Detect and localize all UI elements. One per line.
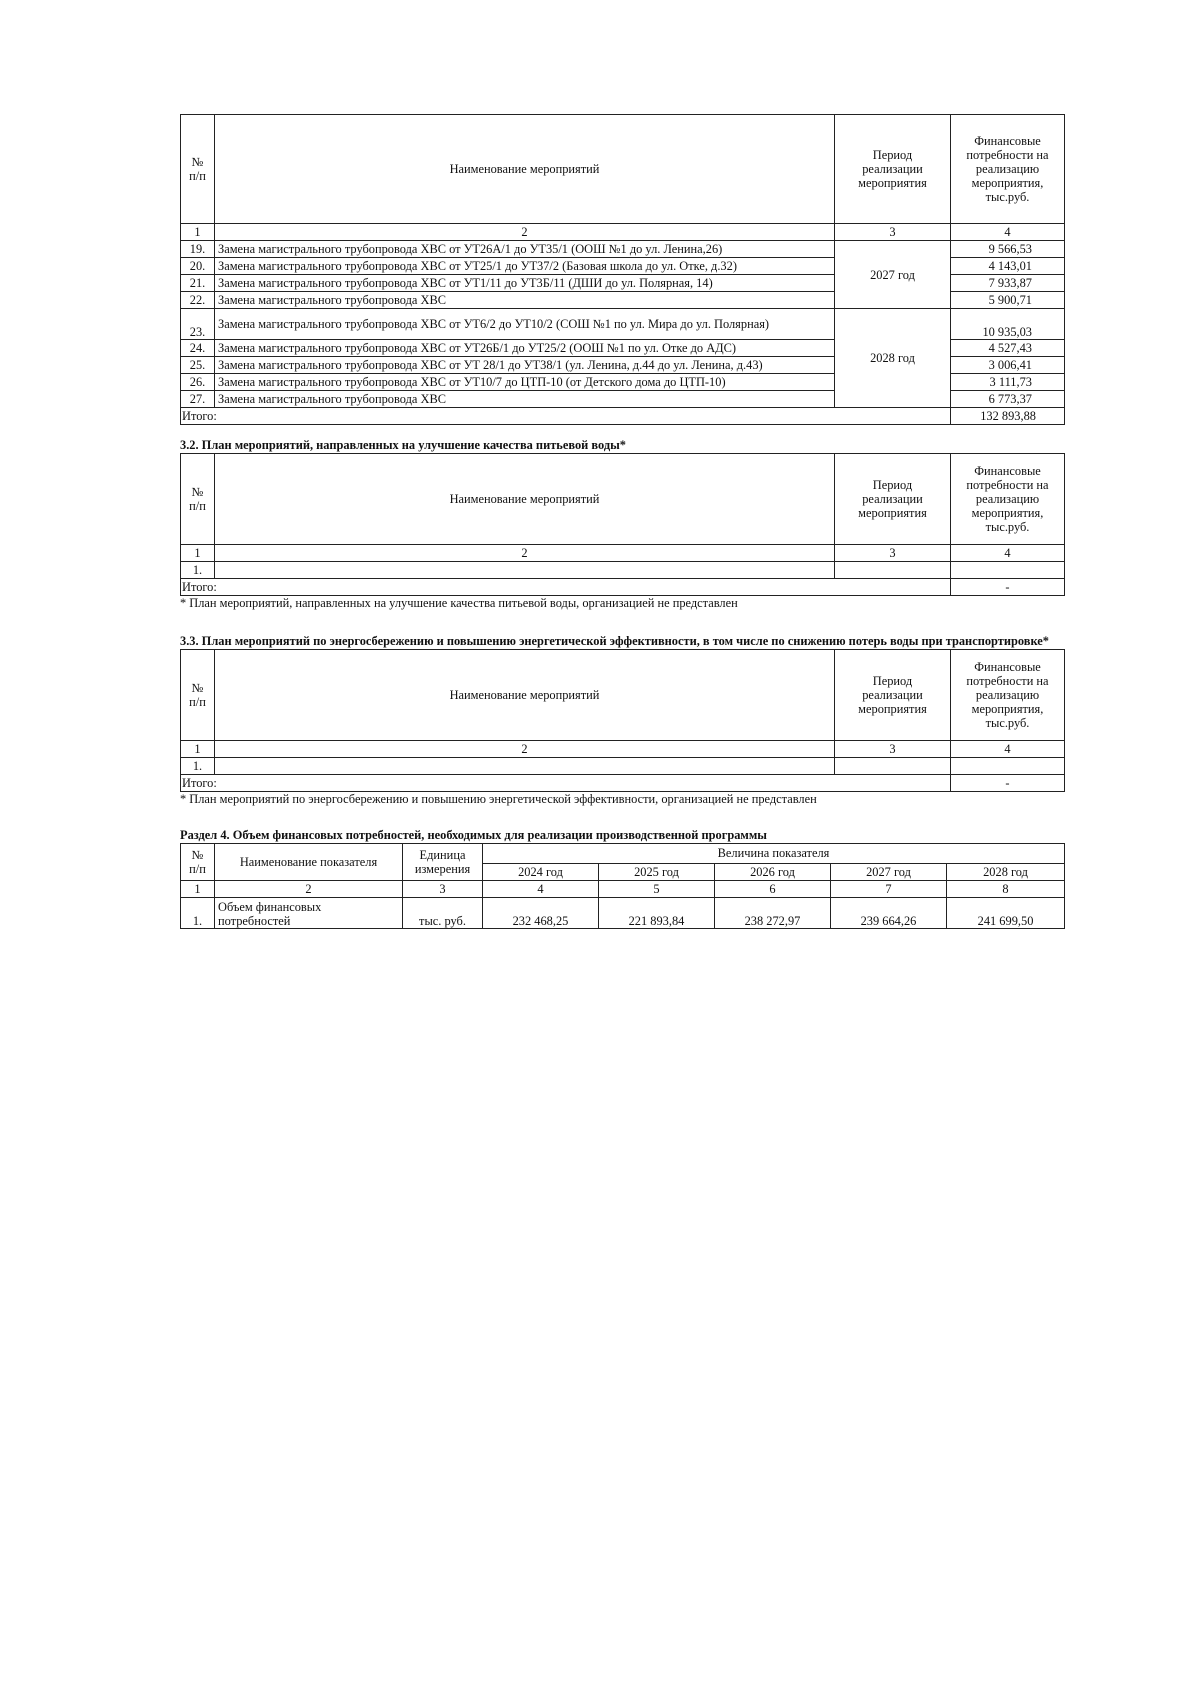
header-num: № п/п — [181, 115, 215, 224]
index-row — [181, 741, 1065, 758]
header-name: Наименование мероприятий — [215, 115, 835, 224]
measures-table — [180, 114, 1065, 425]
header-period: Период реализации мероприятия — [835, 115, 951, 224]
index-cell: 4 — [483, 881, 599, 898]
total-label: Итого: — [181, 408, 951, 425]
row-name: Замена магистрального трубопровода ХВС от УТ1/11 до УТ3Б/11 (ДШИ до ул. Полярная, 14) — [215, 275, 835, 292]
index-cell: 2 — [215, 224, 835, 241]
index-cell: 7 — [831, 881, 947, 898]
index-cell: 8 — [947, 881, 1065, 898]
header-finance: Финансовые потребности на реализацию мероприятия, тыс.руб. — [951, 115, 1065, 224]
row-num: 24. — [181, 340, 215, 357]
header-num: № п/п — [181, 454, 215, 545]
row-num: 25. — [181, 357, 215, 374]
row-value — [951, 758, 1065, 775]
table-row — [181, 309, 1065, 340]
row-name: Замена магистрального трубопровода ХВС от УТ25/1 до УТ37/2 (Базовая школа до ул. Отке, д.32) — [215, 258, 835, 275]
row-name: Замена магистрального трубопровода ХВС от УТ6/2 до УТ10/2 (СОШ №1 по ул. Мира до ул. Полярная) — [215, 309, 835, 340]
index-cell: 2 — [215, 741, 835, 758]
water-quality-table — [180, 453, 1065, 596]
header-num: № п/п — [181, 844, 215, 881]
section-3-2-title: 3.2. План мероприятий, направленных на улучшение качества питьевой воды* — [180, 438, 626, 452]
row-name: Замена магистрального трубопровода ХВС — [215, 391, 835, 408]
row-value: 4 143,01 — [951, 258, 1065, 275]
row-value: 221 893,84 — [599, 898, 715, 929]
row-name: Объем финансовых потребностей — [215, 898, 403, 929]
total-value: - — [951, 775, 1065, 792]
total-row — [181, 408, 1065, 425]
period-cell: 2028 год — [835, 309, 951, 408]
row-value: 239 664,26 — [831, 898, 947, 929]
header-year: 2025 год — [599, 863, 715, 880]
table-header-row — [181, 650, 1065, 741]
header-year: 2026 год — [715, 863, 831, 880]
row-value: 3 111,73 — [951, 374, 1065, 391]
row-num: 1. — [181, 758, 215, 775]
table-row — [181, 562, 1065, 579]
table-row — [181, 241, 1065, 258]
document-page — [180, 114, 1064, 929]
header-name: Наименование мероприятий — [215, 650, 835, 741]
index-cell: 3 — [403, 881, 483, 898]
total-value: - — [951, 579, 1065, 596]
row-value: 232 468,25 — [483, 898, 599, 929]
row-unit: тыс. руб. — [403, 898, 483, 929]
header-year: 2027 год — [831, 863, 947, 880]
row-name — [215, 562, 835, 579]
row-value: 10 935,03 — [951, 309, 1065, 340]
row-value: 4 527,43 — [951, 340, 1065, 357]
section-3-3-title: 3.3. План мероприятий по энергосбережению и повышению энергетической эффективности, в том числе по снижению потерь воды при транспортировке* — [180, 634, 1049, 648]
index-cell: 2 — [215, 881, 403, 898]
header-name: Наименование показателя — [215, 844, 403, 881]
row-num: 1. — [181, 562, 215, 579]
index-cell: 4 — [951, 224, 1065, 241]
index-cell: 2 — [215, 545, 835, 562]
row-name: Замена магистрального трубопровода ХВС от УТ10/7 до ЦТП-10 (от Детского дома до ЦТП-10) — [215, 374, 835, 391]
header-name: Наименование мероприятий — [215, 454, 835, 545]
table-header-row — [181, 115, 1065, 224]
index-cell: 4 — [951, 545, 1065, 562]
header-finance: Финансовые потребности на реализацию мероприятия, тыс.руб. — [951, 454, 1065, 545]
total-row — [181, 775, 1065, 792]
index-row — [181, 881, 1065, 898]
index-row — [181, 545, 1065, 562]
total-label: Итого: — [181, 579, 951, 596]
row-period — [835, 758, 951, 775]
row-num: 20. — [181, 258, 215, 275]
row-name: Замена магистрального трубопровода ХВС от УТ26А/1 до УТ35/1 (ООШ №1 до ул. Ленина,26) — [215, 241, 835, 258]
row-value — [951, 562, 1065, 579]
row-num: 26. — [181, 374, 215, 391]
row-num: 1. — [181, 898, 215, 929]
header-unit: Единица измерения — [403, 844, 483, 881]
row-name: Замена магистрального трубопровода ХВС от УТ26Б/1 до УТ25/2 (ООШ №1 по ул. Отке до АДС) — [215, 340, 835, 357]
header-year: 2028 год — [947, 863, 1065, 880]
row-num: 23. — [181, 309, 215, 340]
row-num: 22. — [181, 292, 215, 309]
row-num: 19. — [181, 241, 215, 258]
row-name: Замена магистрального трубопровода ХВС — [215, 292, 835, 309]
row-period — [835, 562, 951, 579]
header-period: Период реализации мероприятия — [835, 454, 951, 545]
index-row — [181, 224, 1065, 241]
section-3-2-note: * План мероприятий, направленных на улучшение качества питьевой воды, организацией не представлен — [180, 596, 738, 610]
header-finance: Финансовые потребности на реализацию мероприятия, тыс.руб. — [951, 650, 1065, 741]
table-header-row — [181, 454, 1065, 545]
index-cell: 6 — [715, 881, 831, 898]
index-cell: 3 — [835, 741, 951, 758]
index-cell: 1 — [181, 545, 215, 562]
row-value: 238 272,97 — [715, 898, 831, 929]
index-cell: 4 — [951, 741, 1065, 758]
table-row — [181, 758, 1065, 775]
row-value: 6 773,37 — [951, 391, 1065, 408]
row-num: 21. — [181, 275, 215, 292]
row-num: 27. — [181, 391, 215, 408]
row-value: 5 900,71 — [951, 292, 1065, 309]
index-cell: 1 — [181, 881, 215, 898]
row-value: 9 566,53 — [951, 241, 1065, 258]
total-value: 132 893,88 — [951, 408, 1065, 425]
index-cell: 1 — [181, 741, 215, 758]
section-3-3-note: * План мероприятий по энергосбережению и повышению энергетической эффективности, организацией не представлен — [180, 792, 817, 806]
row-value: 7 933,87 — [951, 275, 1065, 292]
financial-needs-table — [180, 843, 1065, 929]
total-label: Итого: — [181, 775, 951, 792]
index-cell: 5 — [599, 881, 715, 898]
table-header-row — [181, 844, 1065, 864]
table-row — [181, 898, 1065, 929]
header-num: № п/п — [181, 650, 215, 741]
total-row — [181, 579, 1065, 596]
period-cell: 2027 год — [835, 241, 951, 309]
row-name: Замена магистрального трубопровода ХВС от УТ 28/1 до УТ38/1 (ул. Ленина, д.44 до ул. Ленина, д.43) — [215, 357, 835, 374]
section-4-title: Раздел 4. Объем финансовых потребностей, необходимых для реализации производственной программы — [180, 828, 767, 842]
header-year: 2024 год — [483, 863, 599, 880]
header-period: Период реализации мероприятия — [835, 650, 951, 741]
row-value: 3 006,41 — [951, 357, 1065, 374]
index-cell: 1 — [181, 224, 215, 241]
row-name — [215, 758, 835, 775]
energy-efficiency-table — [180, 649, 1065, 792]
row-value: 241 699,50 — [947, 898, 1065, 929]
index-cell: 3 — [835, 224, 951, 241]
index-cell: 3 — [835, 545, 951, 562]
header-value-group: Величина показателя — [483, 844, 1065, 864]
